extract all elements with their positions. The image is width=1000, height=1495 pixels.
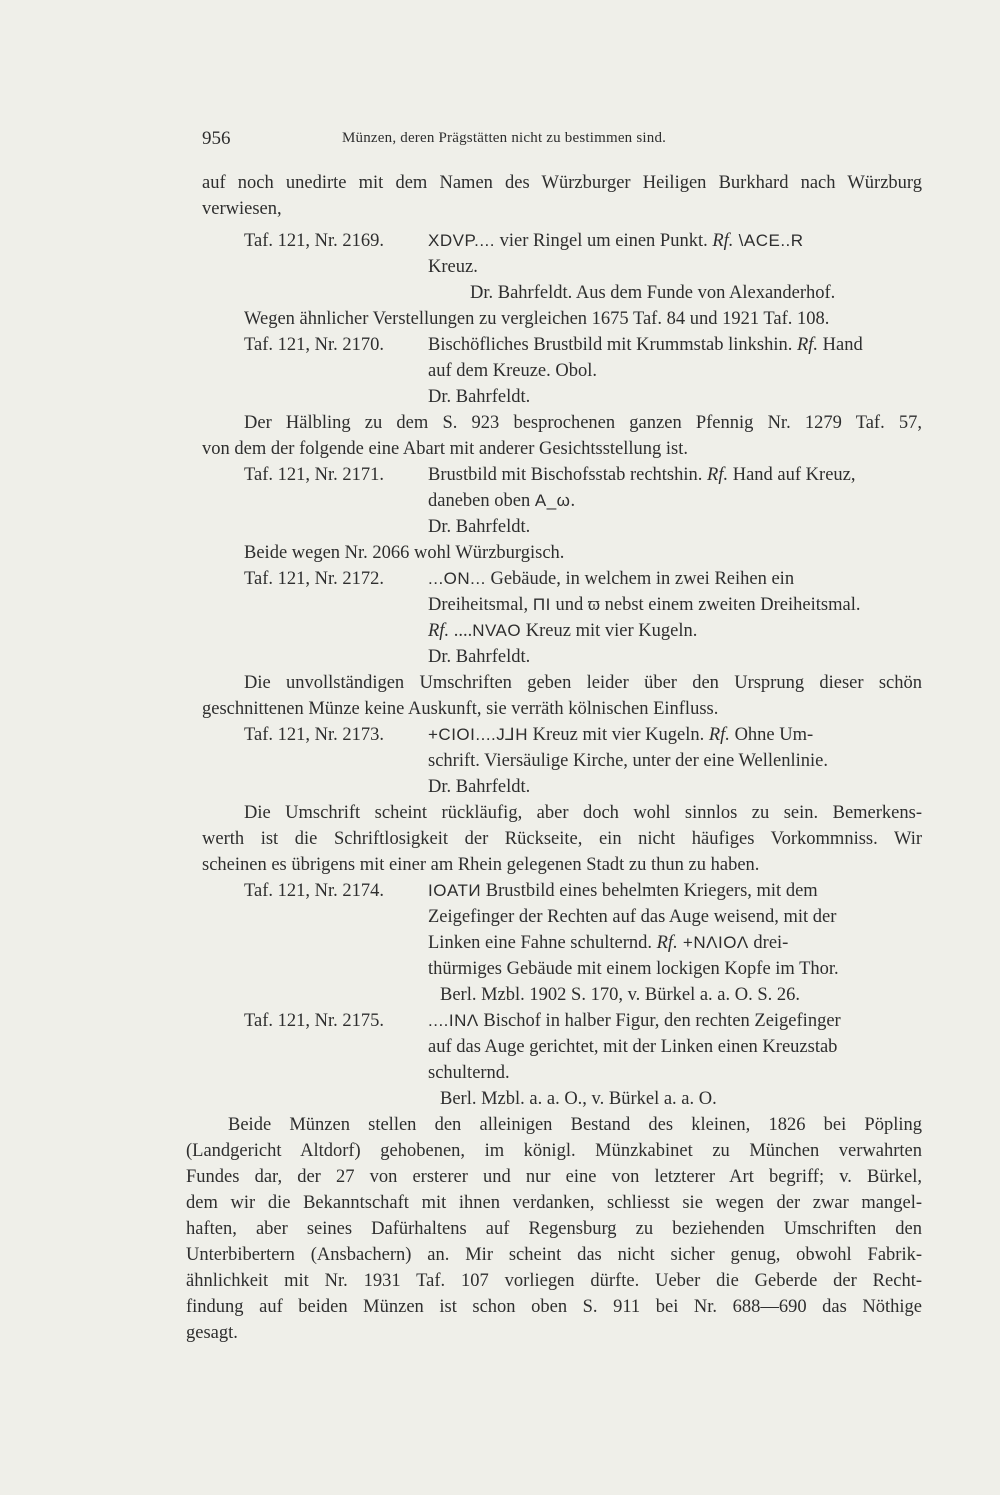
coin-desc-line: Kreuz. (428, 257, 478, 277)
text-line: geschnittenen Münze keine Auskunft, sie verräth kölnischen Einfluss. (202, 699, 719, 719)
reverse-marker: Rf. (708, 725, 730, 745)
coin-desc-line: thürmiges Gebäude mit einem lockigen Kopfe im Thor. (428, 959, 839, 979)
coin-desc-line: Dreiheitsmal, ΠΙ und ϖ nebst einem zweiten Dreiheitsmal. (428, 595, 861, 615)
coin-ref: Taf. 121, Nr. 2169. (244, 231, 385, 251)
running-title: Münzen, deren Prägstätten nicht zu bestimmen sind. (342, 130, 667, 146)
text-line: scheinen es übrigens mit einer am Rhein gelegenen Stadt zu thun zu haben. (202, 855, 760, 875)
text-line: Fundes dar, der 27 von ersterer und nur eine von letzterer Art begriff; v. Bürkel, (186, 1167, 922, 1187)
text-line: Unterbibertern (Ansbachern) an. Mir scheint das nicht sicher genug, obwohl Fabrik- (186, 1245, 922, 1265)
reverse-marker: Rf. (712, 231, 734, 251)
text-line: Der Hälbling zu dem S. 923 besprochenen ganzen Pfennig Nr. 1279 Taf. 57, (244, 413, 922, 433)
reverse-marker: Rf. (428, 621, 450, 641)
coin-ref: Taf. 121, Nr. 2171. (244, 465, 385, 485)
coin-ref: Taf. 121, Nr. 2173. (244, 725, 385, 745)
coin-legend: NVAO (472, 621, 522, 640)
coin-desc-line: +CIOI....J⅃H Kreuz mit vier Kugeln. Rf. Ohne Um- (428, 725, 814, 745)
coin-ref: Taf. 121, Nr. 2170. (244, 335, 385, 355)
text-line: werth ist die Schriftlosigkeit der Rückseite, ein nicht häufiges Vorkommniss. Wir (202, 829, 922, 849)
coin-legend: ....INΛ (428, 1011, 479, 1030)
coin-source: Dr. Bahrfeldt. (428, 387, 531, 407)
coin-source: Dr. Bahrfeldt. Aus dem Funde von Alexanderhof. (470, 283, 836, 303)
text-line: Die unvollständigen Umschriften geben leider über den Ursprung dieser schön (244, 673, 922, 693)
coin-desc-line: ...ON... Gebäude, in welchem in zwei Reihen ein (428, 569, 795, 589)
text-line: gesagt. (186, 1323, 238, 1343)
coin-desc-line: Zeigefinger der Rechten auf das Auge weisend, mit der (428, 907, 837, 927)
text-line: ähnlichkeit mit Nr. 1931 Taf. 107 vorliegen dürfte. Ueber die Geberde der Recht- (186, 1271, 922, 1291)
text-line: auf noch unedirte mit dem Namen des Würzburger Heiligen Burkhard nach Würzburg (202, 173, 922, 193)
page-header (202, 128, 922, 152)
coin-desc-line: Linken eine Fahne schulternd. Rf. +NΛIOΛ drei- (428, 933, 789, 953)
coin-ref: Taf. 121, Nr. 2174. (244, 881, 385, 901)
text-line: verwiesen, (202, 199, 282, 219)
coin-desc-line: auf das Auge gerichtet, mit der Linken einen Kreuzstab (428, 1037, 838, 1057)
reverse-marker: Rf. (656, 933, 678, 953)
text-line: Wegen ähnlicher Verstellungen zu vergleichen 1675 Taf. 84 und 1921 Taf. 108. (244, 309, 830, 329)
page-number: 956 (202, 128, 231, 149)
text-line: Beide Münzen stellen den alleinigen Bestand des kleinen, 1826 bei Pöpling (228, 1115, 922, 1135)
coin-desc-line: auf dem Kreuze. Obol. (428, 361, 598, 381)
coin-source: Berl. Mzbl. 1902 S. 170, v. Bürkel a. a. O. S. 26. (440, 985, 801, 1005)
text-line: von dem der folgende eine Abart mit anderer Gesichtsstellung ist. (202, 439, 689, 459)
text-line: findung auf beiden Münzen ist schon oben S. 911 bei Nr. 688—690 das Nöthige (186, 1297, 922, 1317)
coin-desc-line: XDVP.... vier Ringel um einen Punkt. Rf. \ACE..R (428, 231, 804, 251)
coin-desc-line: schulternd. (428, 1063, 510, 1083)
coin-desc-line: Bischöfliches Brustbild mit Krummstab linkshin. Rf. Hand (428, 335, 863, 355)
coin-legend: A_ω (534, 491, 571, 510)
coin-source: Dr. Bahrfeldt. (428, 517, 531, 537)
coin-source: Dr. Bahrfeldt. (428, 647, 531, 667)
reverse-marker: Rf. (707, 465, 729, 485)
text-line: (Landgericht Altdorf) gehobenen, im königl. Münzkabinet zu München verwahrten (186, 1141, 922, 1161)
text-line: Beide wegen Nr. 2066 wohl Würzburgisch. (244, 543, 565, 563)
coin-legend: +NΛIOΛ (677, 933, 749, 952)
coin-legend: XDVP.... (428, 231, 495, 250)
coin-legend: IOATИ (428, 881, 482, 900)
coin-legend: ...ON... (428, 569, 486, 588)
coin-desc-line: Rf. ....NVAO Kreuz mit vier Kugeln. (428, 621, 698, 641)
coin-desc-line: daneben oben A_ω. (428, 491, 576, 511)
dreiheitsmal-symbol: ΠΙ (532, 595, 551, 614)
dreiheitsmal-symbol: ϖ (587, 595, 600, 615)
coin-ref: Taf. 121, Nr. 2172. (244, 569, 385, 589)
reverse-marker: Rf. (796, 335, 819, 355)
coin-ref: Taf. 121, Nr. 2175. (244, 1011, 385, 1031)
text-line: dem wir die Bekanntschaft mit ihnen verdanken, schliesst sie wegen der zwar mangel- (186, 1193, 922, 1213)
coin-desc-line: schrift. Viersäulige Kirche, unter der eine Wellenlinie. (428, 751, 828, 771)
coin-source: Dr. Bahrfeldt. (428, 777, 531, 797)
text-line: haften, aber seines Dafürhaltens auf Regensburg zu beziehenden Umschriften den (186, 1219, 922, 1239)
text-line: Die Umschrift scheint rückläufig, aber doch wohl sinnlos zu sein. Bemerkens- (244, 803, 922, 823)
coin-legend: \ACE..R (733, 231, 804, 250)
coin-desc-line: Brustbild mit Bischofsstab rechtshin. Rf. Hand auf Kreuz, (428, 465, 856, 485)
coin-desc-line: IOATИ Brustbild eines behelmten Kriegers, mit dem (428, 881, 818, 901)
coin-legend: +CIOI....J⅃H (428, 725, 529, 744)
coin-source: Berl. Mzbl. a. a. O., v. Bürkel a. a. O. (440, 1089, 717, 1109)
coin-desc-line: ....INΛ Bischof in halber Figur, den rechten Zeigefinger (428, 1011, 841, 1031)
